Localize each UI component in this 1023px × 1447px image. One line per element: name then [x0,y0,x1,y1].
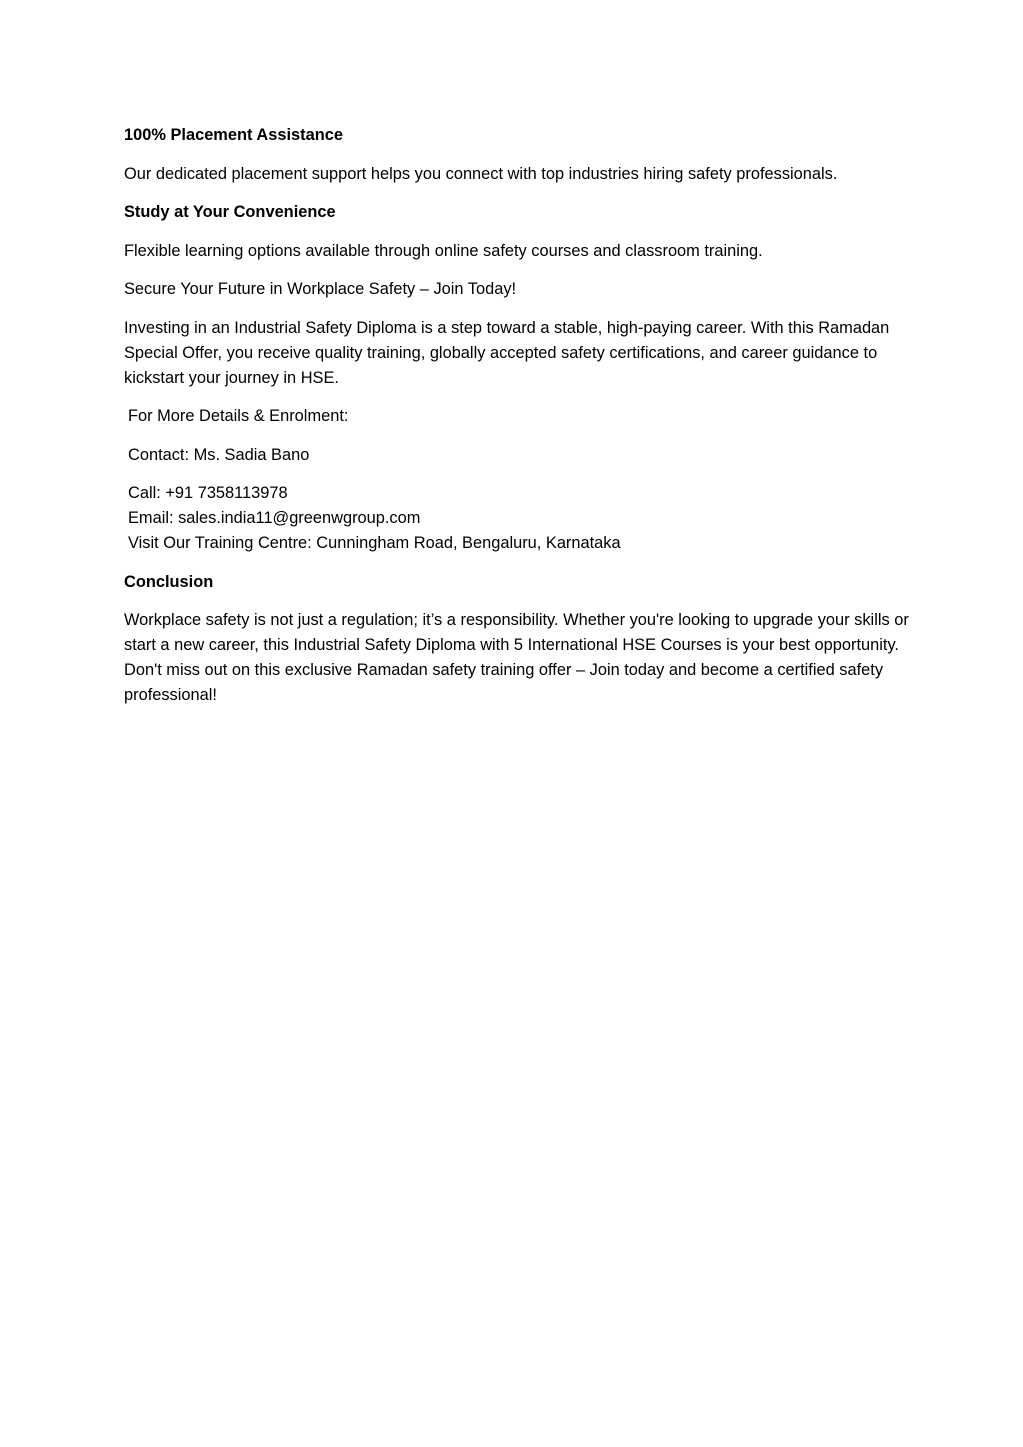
visit-line: Visit Our Training Centre: Cunningham Road, Bengaluru, Karnataka [128,534,621,552]
conclusion-paragraph: Workplace safety is not just a regulation; it’s a responsibility. Whether you're looking to upgrade your skills or start a new career, this Industrial Safety Diploma with 5 International HSE Courses is your best opportunity. Don't miss out on this exclusive Ramadan safety training offer – Join today and become a certified safety professional! [124,611,909,704]
contact-details [124,481,914,556]
study-heading: Study at Your Convenience [124,203,336,221]
study-paragraph: Flexible learning options available through online safety courses and classroom training. [124,241,763,260]
call-line: Call: +91 7358113978 [128,484,288,502]
investing-paragraph: Investing in an Industrial Safety Diploma is a step toward a stable, high-paying career. With this Ramadan Special Offer, you receive quality training, globally accepted safety certifications, and career guidance to kickstart your journey in HSE. [124,318,890,387]
conclusion-heading: Conclusion [124,572,214,591]
document-body [124,123,914,722]
placement-paragraph: Our dedicated placement support helps you connect with top industries hiring safety professionals. [124,164,838,183]
placement-heading: 100% Placement Assistance [124,126,343,144]
email-line: Email: sales.india11@greenwgroup.com [128,509,421,527]
more-details-line: For More Details & Enrolment: [128,407,349,425]
secure-future-line: Secure Your Future in Workplace Safety – Join Today! [124,280,517,298]
contact-line: Contact: Ms. Sadia Bano [128,445,310,464]
